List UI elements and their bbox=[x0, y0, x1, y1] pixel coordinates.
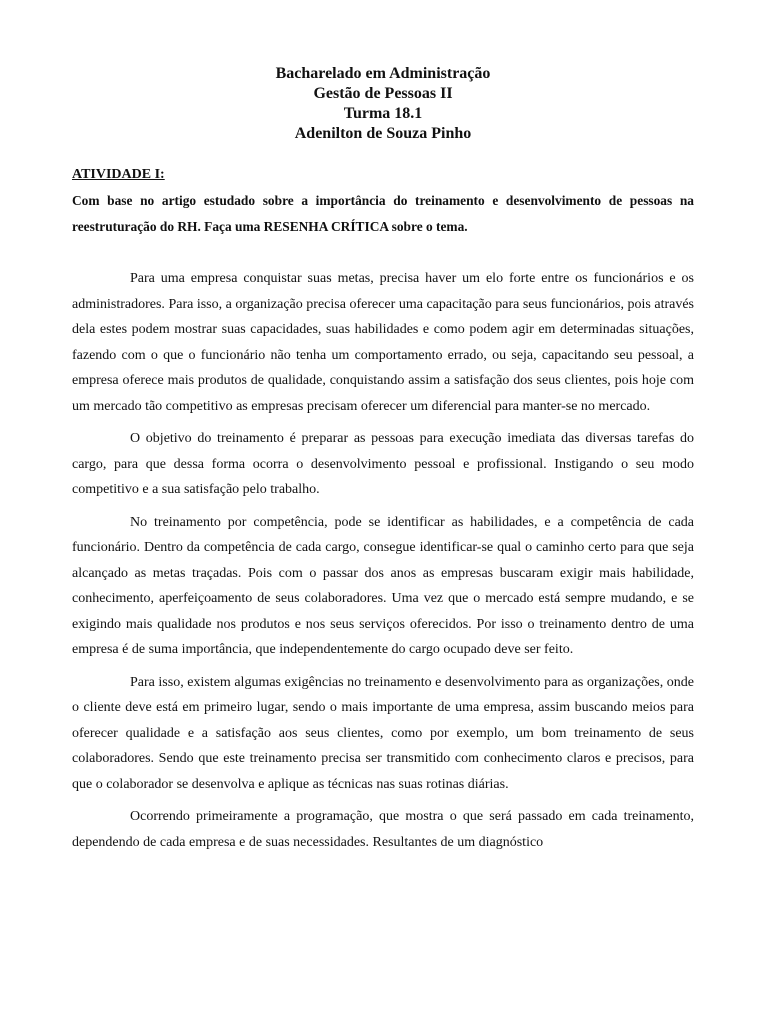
author-name: Adenilton de Souza Pinho bbox=[294, 125, 472, 142]
body-paragraph: Para isso, existem algumas exigências no treinamento e desenvolvimento para as organizações, onde o cliente deve está em primeiro lugar, sendo o mais importante de uma empresa, assim buscando meios para oferecer qualidade e a satisfação aos seus clientes, como por exemplo, um bom treinamento de seus colaboradores. Sendo que este treinamento precisa ser transmitido com conhecimento claros e precisos, para que o colaborador se desenvolva e aplique as técnicas nas suas rotinas diárias. bbox=[72, 674, 694, 792]
body-paragraph: O objetivo do treinamento é preparar as pessoas para execução imediata das diversas tarefas do cargo, para que dessa forma ocorra o desenvolvimento pessoal e profissional. Instigando o seu modo competitivo e a sua satisfação pelo trabalho. bbox=[72, 431, 694, 497]
class-name: Turma 18.1 bbox=[343, 105, 423, 122]
activity-title: ATIVIDADE I: bbox=[72, 167, 165, 182]
document-header bbox=[72, 64, 694, 144]
subject-name: Gestão de Pessoas II bbox=[313, 85, 453, 102]
document-body bbox=[72, 266, 694, 855]
body-paragraph: Para uma empresa conquistar suas metas, precisa haver um elo forte entre os funcionários e os administradores. Para isso, a organização precisa oferecer uma capacitação para seus funcionários, pois através dela estes podem mostrar suas capacidades, suas habilidades e como podem agir em determinadas situações, fazendo com o que o funcionário não tenha um comportamento errado, ou seja, capacitando seu pessoal, a empresa oferece mais produtos de qualidade, conquistando assim a satisfação dos seus clientes, pois hoje com um mercado tão competitivo as empresas precisam oferecer um diferencial para manter-se no mercado. bbox=[72, 271, 694, 414]
document-page bbox=[72, 64, 694, 862]
body-paragraph: No treinamento por competência, pode se identificar as habilidades, e a competência de cada funcionário. Dentro da competência de cada cargo, consegue identificar-se qual o caminho certo para que seja alcançado as metas traçadas. Pois com o passar dos anos as empresas buscaram exigir mais habilidade, conhecimento, aperfeiçoamento de seus colaboradores. Uma vez que o mercado está sempre mudando, e se exigindo mais qualidade nos produtos e nos seus serviços oferecidos. Por isso o treinamento dentro de uma empresa é de suma importância, que independentemente do cargo ocupado deve ser feito. bbox=[72, 514, 694, 657]
body-paragraph: Ocorrendo primeiramente a programação, que mostra o que será passado em cada treinamento, dependendo de cada empresa e de suas necessidades. Resultantes de um diagnóstico bbox=[72, 809, 694, 850]
course-name: Bacharelado em Administração bbox=[275, 65, 491, 82]
activity-prompt: Com base no artigo estudado sobre a importância do treinamento e desenvolvimento de pessoas na reestruturação do RH. Faça uma RESENHA CRÍTICA sobre o tema. bbox=[72, 193, 694, 234]
